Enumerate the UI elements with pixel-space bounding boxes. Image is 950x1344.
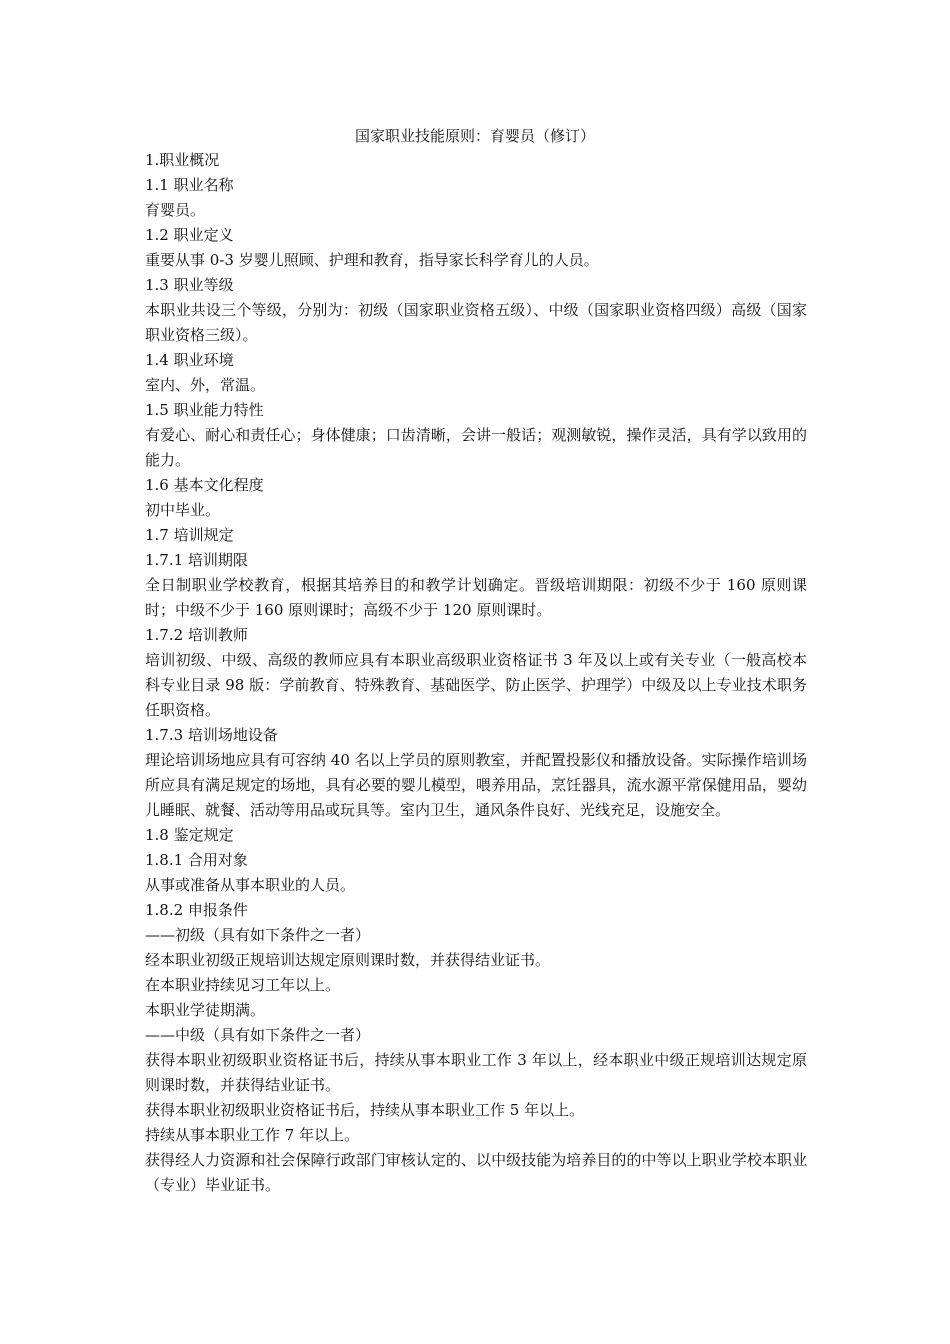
- document-title: 国家职业技能原则：育婴员（修订）: [354, 127, 595, 145]
- paragraph: 理论培训场地应具有可容纳 40 名以上学员的原则教室，并配置投影仪和播放设备。实际操作培训场所应具有满足规定的场地，具有必要的婴儿模型，喂养用品，烹饪器具，流水源平常保健用品，婴幼儿睡眠、就餐、活动等用品或玩具等。室内卫生，通风条件良好、光线充足，设施安全。: [145, 751, 807, 819]
- paragraph: 获得本职业初级职业资格证书后，持续从事本职业工作 3 年以上，经本职业中级正规培训达规定原则课时数，并获得结业证书。: [145, 1051, 807, 1094]
- heading: 1.8.1 合用对象: [145, 851, 248, 869]
- heading: 1.4 职业环境: [145, 351, 234, 369]
- paragraph: 室内、外，常温。: [145, 376, 266, 394]
- heading: 1.8 鉴定规定: [145, 826, 234, 844]
- paragraph: ——初级（具有如下条件之一者）: [145, 926, 371, 944]
- paragraph: 重要从事 0-3 岁婴儿照顾、护理和教育，指导家长科学育儿的人员。: [145, 251, 599, 269]
- heading: 1.7.3 培训场地设备: [145, 726, 278, 744]
- heading: 1.7.1 培训期限: [145, 551, 248, 569]
- heading: 1.6 基本文化程度: [145, 476, 264, 494]
- paragraph: 本职业共设三个等级，分别为：初级（国家职业资格五级）、中级（国家职业资格四级）高级（国家职业资格三级）。: [145, 301, 807, 344]
- document-body: [145, 148, 807, 1198]
- heading: 1.5 职业能力特性: [145, 401, 264, 419]
- heading: 1.1 职业名称: [145, 176, 234, 194]
- paragraph: 从事或准备从事本职业的人员。: [145, 876, 356, 894]
- heading: 1.7 培训规定: [145, 526, 234, 544]
- heading: 1.3 职业等级: [145, 276, 234, 294]
- paragraph: 经本职业初级正规培训达规定原则课时数，并获得结业证书。: [145, 951, 551, 969]
- paragraph: 持续从事本职业工作 7 年以上。: [145, 1126, 360, 1144]
- paragraph: 有爱心、耐心和责任心；身体健康；口齿清晰，会讲一般话；观测敏锐，操作灵活，具有学以致用的能力。: [145, 426, 807, 469]
- heading: 1.7.2 培训教师: [145, 626, 248, 644]
- paragraph: 本职业学徒期满。: [145, 1001, 266, 1019]
- paragraph: 全日制职业学校教育，根据其培养目的和教学计划确定。晋级培训期限：初级不少于 160 原则课时；中级不少于 160 原则课时；高级不少于 120 原则课时。: [145, 576, 807, 619]
- heading: 1.2 职业定义: [145, 226, 234, 244]
- paragraph: 获得经人力资源和社会保障行政部门审核认定的、以中级技能为培养目的的中等以上职业学校本职业（专业）毕业证书。: [145, 1151, 807, 1194]
- paragraph: 培训初级、中级、高级的教师应具有本职业高级职业资格证书 3 年及以上或有关专业（一般高校本科专业目录 98 版：学前教育、特殊教育、基础医学、防止医学、护理学）中级及以上专业技术职务任职资格。: [145, 651, 807, 719]
- heading: 1.职业概况: [145, 151, 220, 169]
- paragraph: ——中级（具有如下条件之一者）: [145, 1026, 371, 1044]
- paragraph: 在本职业持续见习工年以上。: [145, 976, 341, 994]
- paragraph: 获得本职业初级职业资格证书后，持续从事本职业工作 5 年以上。: [145, 1101, 585, 1119]
- paragraph: 育婴员。: [145, 201, 206, 219]
- paragraph: 初中毕业。: [145, 501, 221, 519]
- heading: 1.8.2 申报条件: [145, 901, 248, 919]
